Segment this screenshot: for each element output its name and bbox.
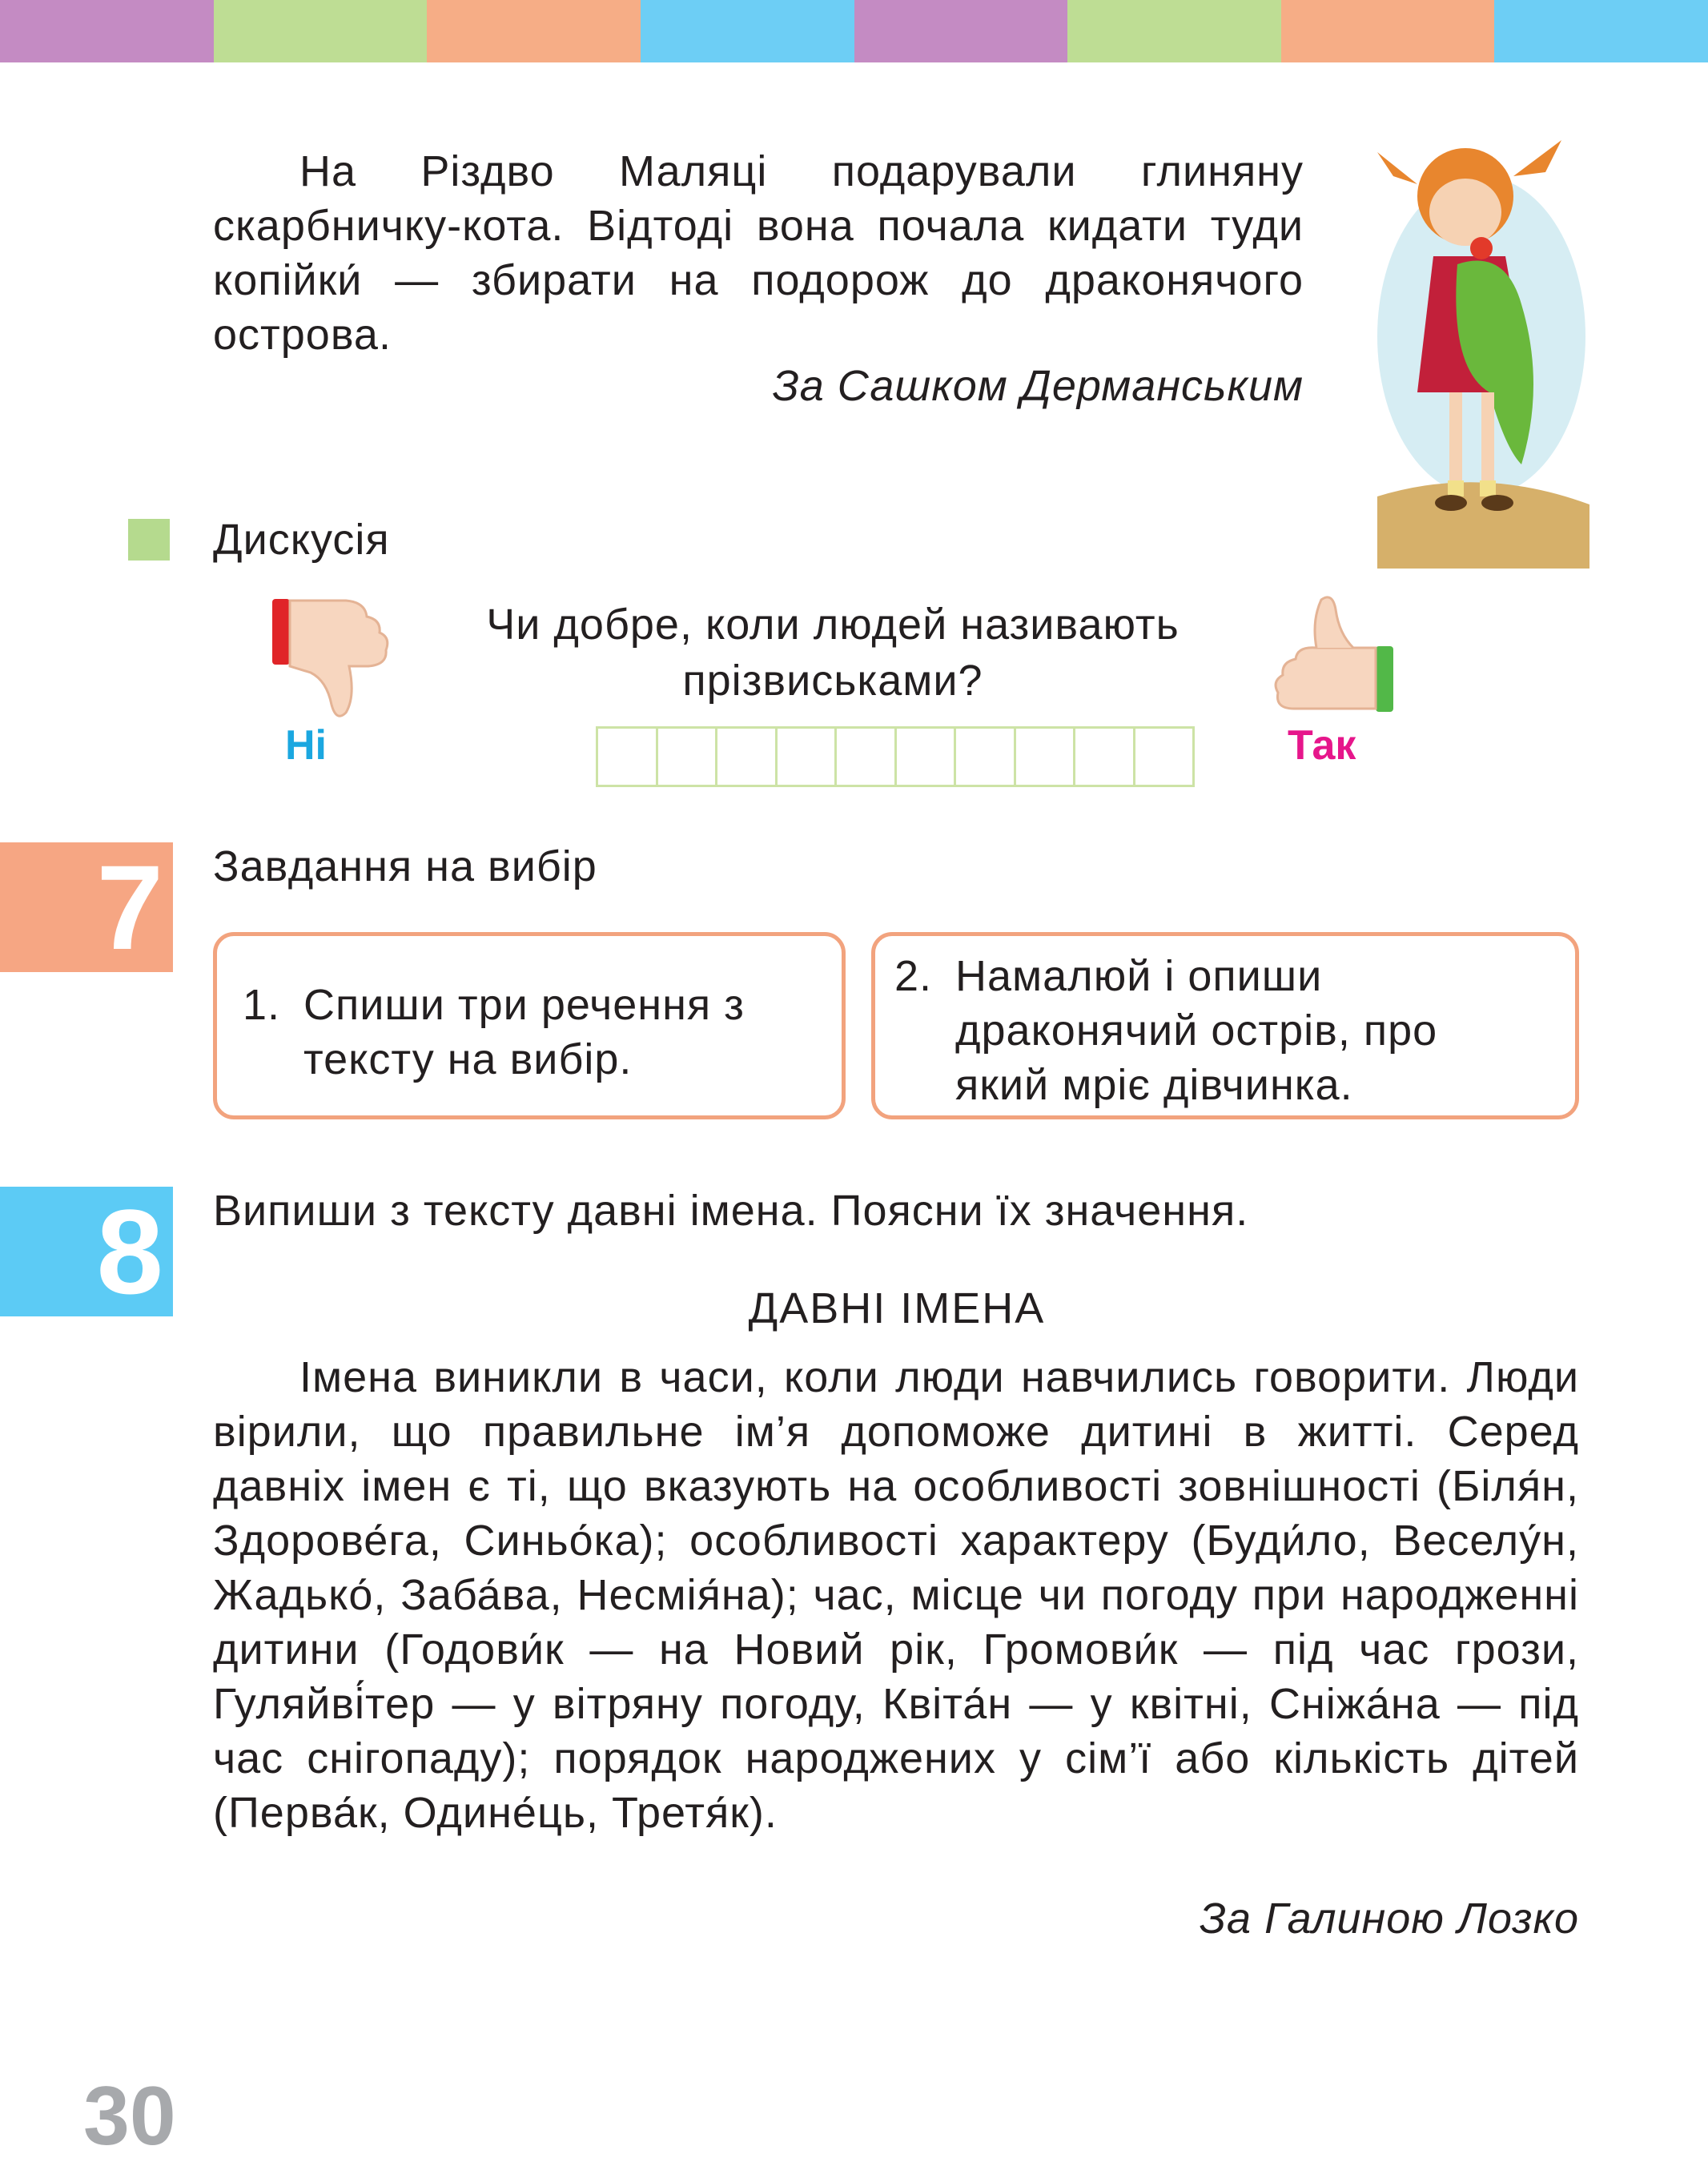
thumb-up-icon xyxy=(1265,589,1401,717)
option-2-number: 2. xyxy=(894,952,933,1000)
scale-cell[interactable] xyxy=(956,729,1016,785)
story-paragraph xyxy=(213,144,1304,362)
task-number-8: 8 xyxy=(0,1187,173,1316)
names-text: Імена виникли в часи, коли люди навчились говорити. Люди вірили, що правильне ім’я допоможе дитині в житті. Серед давніх імен є ті, що вказують на особливості зовнішності (Біля́н, Здорове́га, Синьо́ка); особливості характеру (Буди́ло, Веселу́н, Жадько́, Заба́ва, Несмія́на); час, місце чи погоду при народженні дитини (Годови́к — на Новий рік, Громови́к — під час грози, Гуляйві́тер — у вітряну погоду, Квіта́н — у квітні, Сніжа́на — під час снігопаду); порядок народжених у сім’ї або кількість дітей (Перва́к, Одине́ць, Третя́к). xyxy=(213,1353,1579,1837)
stripe-segment xyxy=(1494,0,1708,62)
discussion-marker-square xyxy=(128,519,170,561)
discussion-title: Дискусія xyxy=(213,516,390,564)
yes-label: Так xyxy=(1288,722,1356,769)
opinion-scale[interactable] xyxy=(596,726,1195,787)
task8-title: Випиши з тексту давні імена. Поясни їх значення. xyxy=(213,1187,1249,1235)
scale-cell[interactable] xyxy=(778,729,838,785)
scale-cell[interactable] xyxy=(1135,729,1193,785)
task7-option-2[interactable] xyxy=(871,932,1579,1119)
text-heading: ДАВНІ ІМЕНА xyxy=(748,1284,1046,1332)
option-2-text: Намалюй і опиши драконячий острів, про який мріє дівчинка. xyxy=(955,952,1438,1109)
stripe-segment xyxy=(427,0,641,62)
stripe-segment xyxy=(1281,0,1495,62)
names-author: За Галиною Лозко xyxy=(1199,1895,1579,1943)
stripe-segment xyxy=(854,0,1068,62)
scale-cell[interactable] xyxy=(897,729,957,785)
scale-cell[interactable] xyxy=(598,729,658,785)
names-paragraph xyxy=(213,1350,1579,1840)
scale-cell[interactable] xyxy=(658,729,718,785)
page-number: 30 xyxy=(83,2070,176,2163)
stripe-segment xyxy=(641,0,854,62)
task7-title: Завдання на вибір xyxy=(213,842,597,890)
stripe-segment xyxy=(1067,0,1281,62)
task7-option-1[interactable] xyxy=(213,932,846,1119)
option-1-text: Спиши три речення з тексту на вибір. xyxy=(303,981,745,1083)
scale-cell[interactable] xyxy=(837,729,897,785)
thumb-down-icon xyxy=(269,593,397,729)
no-label: Ні xyxy=(285,722,327,769)
task-number-7: 7 xyxy=(0,842,173,972)
stripe-segment xyxy=(214,0,428,62)
scale-cell[interactable] xyxy=(1075,729,1135,785)
scale-cell[interactable] xyxy=(1016,729,1076,785)
girl-with-dragon-illustration xyxy=(1361,128,1593,569)
option-1-number: 1. xyxy=(243,981,281,1029)
story-author: За Сашком Дерманським xyxy=(772,362,1304,410)
stripe-segment xyxy=(0,0,214,62)
discussion-question: Чи добре, коли людей називають прізвиськами? xyxy=(486,601,1180,705)
scale-cell[interactable] xyxy=(717,729,778,785)
top-color-stripe xyxy=(0,0,1708,62)
story-text: На Різдво Маляці подарували глиняну скарбничку-кота. Відтоді вона почала кидати туди копійки́ — збирати на подорож до драконячого острова. xyxy=(213,147,1304,359)
